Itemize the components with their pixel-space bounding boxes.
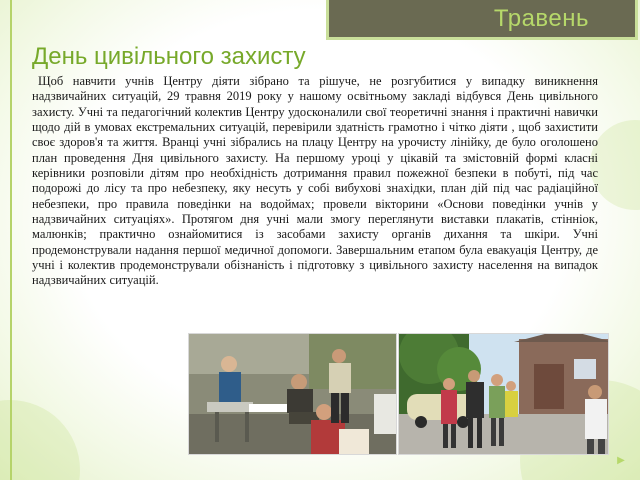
month-banner bbox=[326, 0, 638, 40]
photo-first-aid bbox=[188, 333, 397, 455]
body-paragraph: Щоб навчити учнів Центру діяти зібрано та рішуче, не розгубитися у випадку виникнення надзвичайних ситуацій, 29 травня 2019 року у нашому освітньому закладі відбувся День цивільного захисту. Учні та педагогічний колектив Центру удосконалили свої теоретичні знання і практичні навички щодо дій в умовах екстремальних ситуацій, перевірили здатність грамотно і чітко діяти , щоб захистити своє здоров'я та життя. Вранці учні зібрались на плацу Центру на урочисту лінійку, де було оголошено план проведення Дня цивільного захисту. На першому уроці у цікавій та змістовній формі класні керівники розповіли дітям про необхідність дотримання правил пожежної безпеки в побуті, під час подорожі до лісу та про небезпеку, яку несуть у собі вибухові знахідки, план дій під час радіаційної небезпеки, про правила поведінки на водоймах; провели вікторини «Основи поведінки учнів у надзвичайних ситуаціях». Протягом дня учні мали змогу переглянути виставки плакатів, стінніок, малюнків; практично ознайомитися із засобами захисту органів дихання та шкіри. Учні продемонстрували надання першої медичної допомоги. Завершальним етапом була евакуація Центру, де учні і колектив продемонстрували обізнаність і підготовку з цивільного захисту населення на випадок надзвичайних ситуацій. bbox=[32, 74, 598, 288]
photo-evacuation-image bbox=[399, 334, 608, 454]
next-slide-arrow-icon[interactable]: ▶ bbox=[617, 455, 625, 466]
photo-evacuation bbox=[398, 333, 609, 455]
photo-first-aid-image bbox=[189, 334, 396, 454]
page-title: День цивільного захисту bbox=[32, 43, 306, 70]
month-label: Травень bbox=[493, 5, 589, 32]
bokeh-decoration bbox=[0, 400, 80, 480]
left-border-line bbox=[10, 0, 12, 480]
